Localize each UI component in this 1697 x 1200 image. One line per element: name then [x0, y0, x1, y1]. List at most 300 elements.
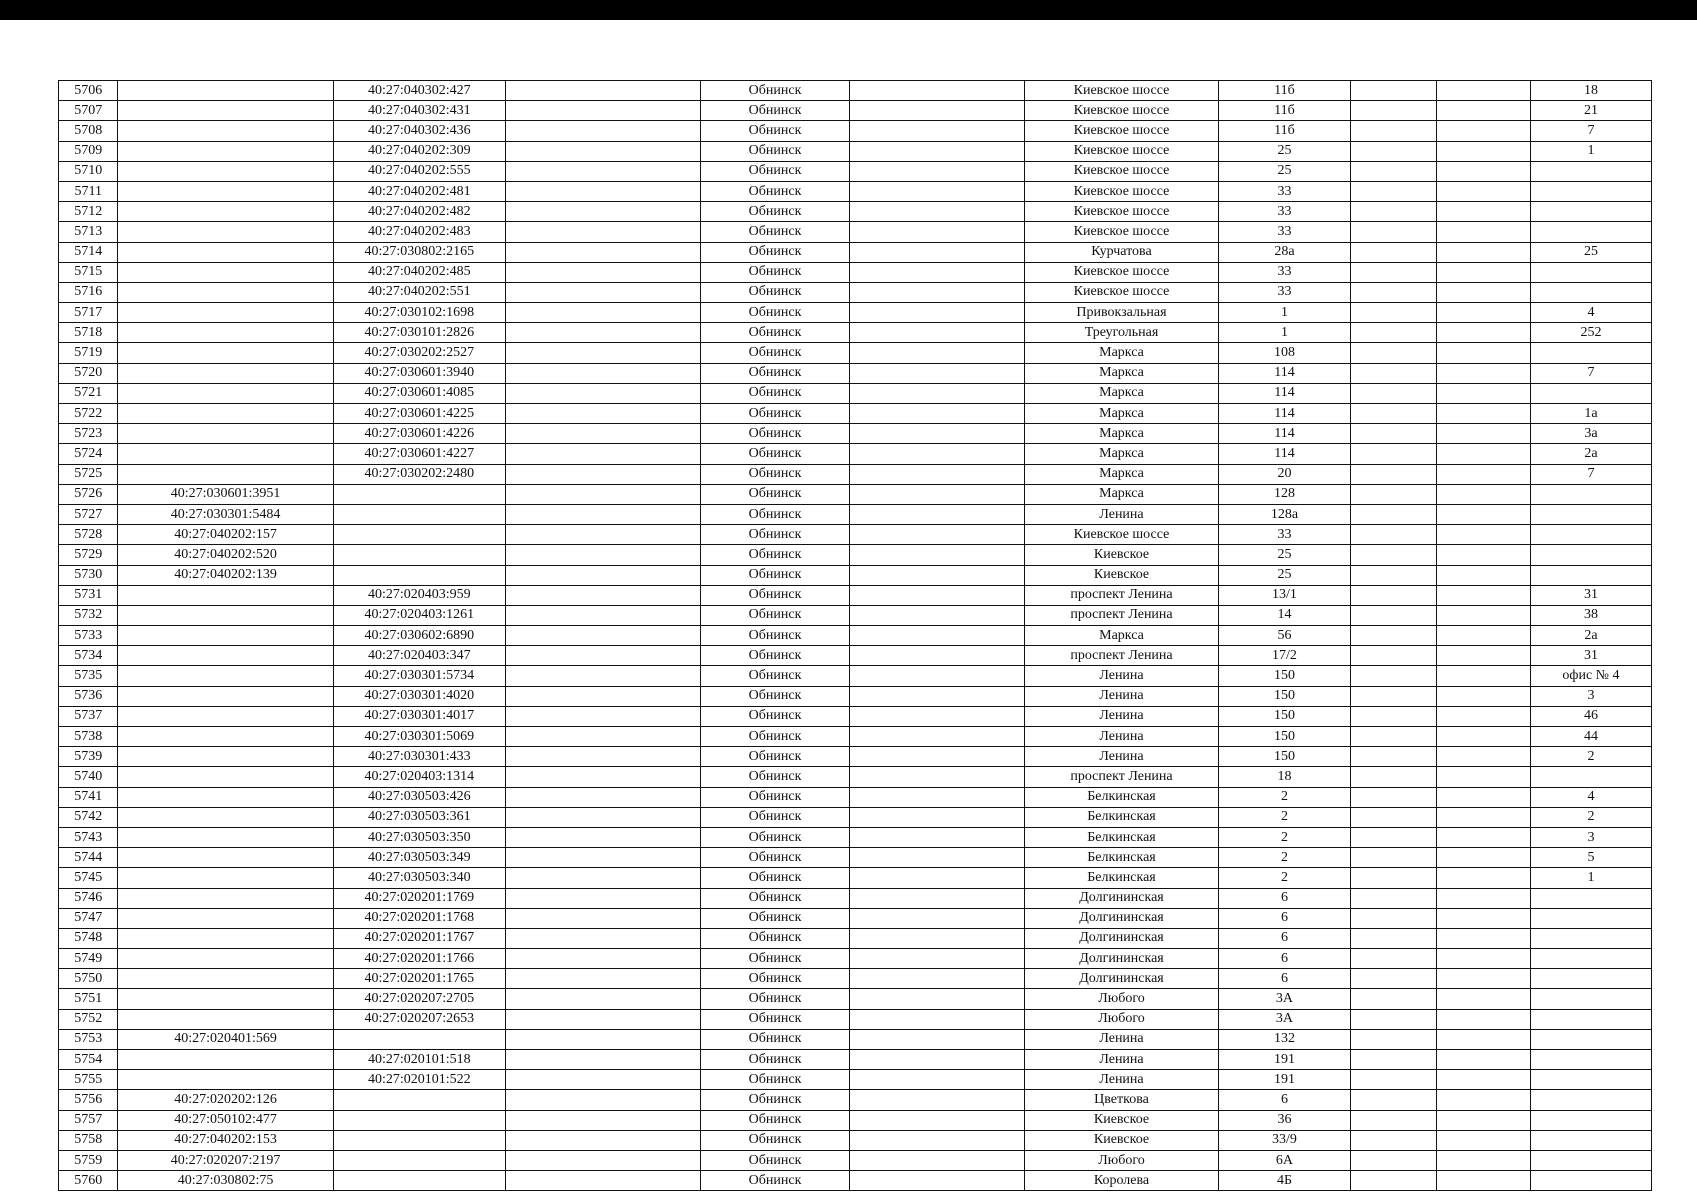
empty-cell: [1436, 101, 1530, 121]
empty-cell: [505, 787, 700, 807]
empty-cell: [850, 1050, 1024, 1070]
empty-cell: [505, 1050, 700, 1070]
empty-cell: [505, 262, 700, 282]
land-cadastral-number-cell: [118, 101, 333, 121]
building-cadastral-number-cell: [333, 484, 505, 504]
record-number-cell: 5708: [59, 121, 118, 141]
street-cell: Киевское шоссе: [1024, 282, 1219, 302]
street-cell: Белкинская: [1024, 807, 1219, 827]
street-cell: Цветкова: [1024, 1090, 1219, 1110]
empty-cell: [1436, 686, 1530, 706]
house-number-cell: 150: [1219, 747, 1350, 767]
land-cadastral-number-cell: [118, 727, 333, 747]
city-cell: Обнинск: [700, 646, 850, 666]
city-cell: Обнинск: [700, 303, 850, 323]
apartment-cell: 46: [1530, 706, 1651, 726]
empty-cell: [850, 868, 1024, 888]
record-number-cell: 5744: [59, 848, 118, 868]
table-row: [59, 323, 1652, 343]
apartment-cell: [1530, 202, 1651, 222]
building-cadastral-number-cell: 40:27:040302:436: [333, 121, 505, 141]
house-number-cell: 3А: [1219, 989, 1350, 1009]
table-row: [59, 646, 1652, 666]
city-cell: Обнинск: [700, 404, 850, 424]
building-cadastral-number-cell: 40:27:020403:347: [333, 646, 505, 666]
empty-cell: [1436, 868, 1530, 888]
building-cadastral-number-cell: [333, 504, 505, 524]
building-cadastral-number-cell: 40:27:030301:5069: [333, 727, 505, 747]
empty-cell: [505, 303, 700, 323]
table-row: [59, 161, 1652, 181]
street-cell: Курчатова: [1024, 242, 1219, 262]
empty-cell: [1350, 1029, 1436, 1049]
empty-cell: [1436, 282, 1530, 302]
apartment-cell: 44: [1530, 727, 1651, 747]
building-cadastral-number-cell: 40:27:030503:340: [333, 868, 505, 888]
building-cadastral-number-cell: [333, 545, 505, 565]
empty-cell: [1436, 525, 1530, 545]
table-row: [59, 1110, 1652, 1130]
empty-cell: [1350, 161, 1436, 181]
house-number-cell: 13/1: [1219, 585, 1350, 605]
street-cell: Долгининская: [1024, 969, 1219, 989]
empty-cell: [850, 1110, 1024, 1130]
table-row: [59, 424, 1652, 444]
empty-cell: [850, 262, 1024, 282]
empty-cell: [850, 908, 1024, 928]
empty-cell: [1436, 969, 1530, 989]
building-cadastral-number-cell: 40:27:020101:518: [333, 1050, 505, 1070]
empty-cell: [850, 525, 1024, 545]
record-number-cell: 5755: [59, 1070, 118, 1090]
land-cadastral-number-cell: [118, 181, 333, 201]
empty-cell: [1350, 747, 1436, 767]
apartment-cell: 2а: [1530, 444, 1651, 464]
street-cell: проспект Ленина: [1024, 585, 1219, 605]
empty-cell: [850, 666, 1024, 686]
building-cadastral-number-cell: [333, 525, 505, 545]
record-number-cell: 5748: [59, 928, 118, 948]
record-number-cell: 5745: [59, 868, 118, 888]
street-cell: Ленина: [1024, 1070, 1219, 1090]
city-cell: Обнинск: [700, 949, 850, 969]
empty-cell: [1436, 1029, 1530, 1049]
land-cadastral-number-cell: 40:27:020202:126: [118, 1090, 333, 1110]
empty-cell: [505, 868, 700, 888]
empty-cell: [1350, 666, 1436, 686]
empty-cell: [1436, 121, 1530, 141]
record-number-cell: 5735: [59, 666, 118, 686]
empty-cell: [1350, 121, 1436, 141]
house-number-cell: 6: [1219, 1090, 1350, 1110]
empty-cell: [505, 727, 700, 747]
apartment-cell: [1530, 545, 1651, 565]
land-cadastral-number-cell: [118, 262, 333, 282]
table-row: [59, 1090, 1652, 1110]
land-cadastral-number-cell: 40:27:040202:139: [118, 565, 333, 585]
apartment-cell: [1530, 181, 1651, 201]
record-number-cell: 5709: [59, 141, 118, 161]
land-cadastral-number-cell: [118, 848, 333, 868]
land-cadastral-number-cell: 40:27:030301:5484: [118, 504, 333, 524]
land-cadastral-number-cell: 40:27:030802:75: [118, 1171, 333, 1191]
empty-cell: [505, 827, 700, 847]
city-cell: Обнинск: [700, 868, 850, 888]
empty-cell: [505, 1171, 700, 1191]
empty-cell: [505, 646, 700, 666]
land-cadastral-number-cell: [118, 1070, 333, 1090]
record-number-cell: 5733: [59, 626, 118, 646]
street-cell: Киевское: [1024, 1130, 1219, 1150]
empty-cell: [850, 1070, 1024, 1090]
empty-cell: [1436, 807, 1530, 827]
empty-cell: [850, 282, 1024, 302]
table-row: [59, 807, 1652, 827]
empty-cell: [1350, 928, 1436, 948]
empty-cell: [1350, 605, 1436, 625]
empty-cell: [1350, 323, 1436, 343]
land-cadastral-number-cell: [118, 343, 333, 363]
empty-cell: [505, 424, 700, 444]
empty-cell: [1436, 404, 1530, 424]
city-cell: Обнинск: [700, 928, 850, 948]
table-row: [59, 908, 1652, 928]
empty-cell: [505, 101, 700, 121]
land-cadastral-number-cell: [118, 888, 333, 908]
table-row: [59, 504, 1652, 524]
building-cadastral-number-cell: 40:27:030101:2826: [333, 323, 505, 343]
house-number-cell: 150: [1219, 686, 1350, 706]
house-number-cell: 2: [1219, 807, 1350, 827]
empty-cell: [1436, 646, 1530, 666]
building-cadastral-number-cell: 40:27:020207:2653: [333, 1009, 505, 1029]
empty-cell: [505, 484, 700, 504]
table-row: [59, 928, 1652, 948]
empty-cell: [1436, 262, 1530, 282]
street-cell: Белкинская: [1024, 787, 1219, 807]
record-number-cell: 5754: [59, 1050, 118, 1070]
record-number-cell: 5736: [59, 686, 118, 706]
land-cadastral-number-cell: [118, 585, 333, 605]
empty-cell: [1350, 181, 1436, 201]
city-cell: Обнинск: [700, 969, 850, 989]
apartment-cell: 31: [1530, 585, 1651, 605]
city-cell: Обнинск: [700, 666, 850, 686]
table-row: [59, 888, 1652, 908]
house-number-cell: 114: [1219, 363, 1350, 383]
street-cell: Маркса: [1024, 383, 1219, 403]
street-cell: Ленина: [1024, 686, 1219, 706]
empty-cell: [850, 888, 1024, 908]
empty-cell: [1350, 484, 1436, 504]
apartment-cell: [1530, 1110, 1651, 1130]
empty-cell: [505, 444, 700, 464]
empty-cell: [1350, 444, 1436, 464]
city-cell: Обнинск: [700, 282, 850, 302]
street-cell: Ленина: [1024, 706, 1219, 726]
empty-cell: [1436, 848, 1530, 868]
street-cell: Треугольная: [1024, 323, 1219, 343]
empty-cell: [850, 949, 1024, 969]
record-number-cell: 5759: [59, 1150, 118, 1170]
city-cell: Обнинск: [700, 121, 850, 141]
city-cell: Обнинск: [700, 1130, 850, 1150]
empty-cell: [1350, 363, 1436, 383]
empty-cell: [505, 585, 700, 605]
house-number-cell: 36: [1219, 1110, 1350, 1130]
empty-cell: [1350, 767, 1436, 787]
apartment-cell: [1530, 989, 1651, 1009]
record-number-cell: 5725: [59, 464, 118, 484]
empty-cell: [1350, 101, 1436, 121]
table-row: [59, 282, 1652, 302]
table-row: [59, 1009, 1652, 1029]
empty-cell: [505, 605, 700, 625]
table-row: [59, 181, 1652, 201]
record-number-cell: 5753: [59, 1029, 118, 1049]
empty-cell: [1350, 807, 1436, 827]
apartment-cell: [1530, 282, 1651, 302]
city-cell: Обнинск: [700, 383, 850, 403]
city-cell: Обнинск: [700, 504, 850, 524]
house-number-cell: 114: [1219, 424, 1350, 444]
record-number-cell: 5716: [59, 282, 118, 302]
empty-cell: [505, 1009, 700, 1029]
street-cell: Любого: [1024, 1009, 1219, 1029]
table-row: [59, 605, 1652, 625]
empty-cell: [850, 424, 1024, 444]
apartment-cell: [1530, 1070, 1651, 1090]
record-number-cell: 5706: [59, 81, 118, 101]
empty-cell: [1436, 343, 1530, 363]
empty-cell: [1350, 141, 1436, 161]
land-cadastral-number-cell: [118, 868, 333, 888]
apartment-cell: 38: [1530, 605, 1651, 625]
empty-cell: [850, 787, 1024, 807]
empty-cell: [505, 363, 700, 383]
apartment-cell: [1530, 484, 1651, 504]
house-number-cell: 17/2: [1219, 646, 1350, 666]
document-page: [58, 80, 1652, 1191]
empty-cell: [850, 81, 1024, 101]
empty-cell: [505, 121, 700, 141]
empty-cell: [505, 807, 700, 827]
record-number-cell: 5750: [59, 969, 118, 989]
record-number-cell: 5726: [59, 484, 118, 504]
building-cadastral-number-cell: 40:27:030202:2527: [333, 343, 505, 363]
record-number-cell: 5712: [59, 202, 118, 222]
house-number-cell: 150: [1219, 706, 1350, 726]
city-cell: Обнинск: [700, 908, 850, 928]
street-cell: проспект Ленина: [1024, 646, 1219, 666]
land-cadastral-number-cell: [118, 161, 333, 181]
empty-cell: [1350, 949, 1436, 969]
apartment-cell: 2: [1530, 807, 1651, 827]
record-number-cell: 5739: [59, 747, 118, 767]
empty-cell: [1436, 1090, 1530, 1110]
empty-cell: [1436, 303, 1530, 323]
city-cell: Обнинск: [700, 1090, 850, 1110]
empty-cell: [1350, 989, 1436, 1009]
house-number-cell: 6: [1219, 949, 1350, 969]
apartment-cell: [1530, 949, 1651, 969]
empty-cell: [1436, 747, 1530, 767]
land-cadastral-number-cell: [118, 282, 333, 302]
house-number-cell: 150: [1219, 727, 1350, 747]
city-cell: Обнинск: [700, 989, 850, 1009]
record-number-cell: 5758: [59, 1130, 118, 1150]
empty-cell: [1350, 848, 1436, 868]
apartment-cell: [1530, 1130, 1651, 1150]
land-cadastral-number-cell: [118, 141, 333, 161]
table-row: [59, 626, 1652, 646]
land-cadastral-number-cell: [118, 303, 333, 323]
empty-cell: [505, 767, 700, 787]
record-number-cell: 5728: [59, 525, 118, 545]
house-number-cell: 25: [1219, 161, 1350, 181]
empty-cell: [1350, 383, 1436, 403]
empty-cell: [505, 383, 700, 403]
table-row: [59, 363, 1652, 383]
house-number-cell: 33: [1219, 525, 1350, 545]
empty-cell: [505, 81, 700, 101]
land-cadastral-number-cell: [118, 989, 333, 1009]
city-cell: Обнинск: [700, 888, 850, 908]
empty-cell: [850, 747, 1024, 767]
street-cell: Долгининская: [1024, 908, 1219, 928]
city-cell: Обнинск: [700, 605, 850, 625]
record-number-cell: 5751: [59, 989, 118, 1009]
empty-cell: [850, 242, 1024, 262]
land-cadastral-number-cell: [118, 1009, 333, 1029]
table-row: [59, 343, 1652, 363]
land-cadastral-number-cell: 40:27:040202:157: [118, 525, 333, 545]
land-cadastral-number-cell: [118, 424, 333, 444]
empty-cell: [1436, 666, 1530, 686]
building-cadastral-number-cell: 40:27:040202:309: [333, 141, 505, 161]
land-cadastral-number-cell: 40:27:040202:520: [118, 545, 333, 565]
city-cell: Обнинск: [700, 1070, 850, 1090]
building-cadastral-number-cell: 40:27:030601:4227: [333, 444, 505, 464]
apartment-cell: [1530, 504, 1651, 524]
empty-cell: [505, 202, 700, 222]
building-cadastral-number-cell: 40:27:020201:1767: [333, 928, 505, 948]
record-number-cell: 5752: [59, 1009, 118, 1029]
city-cell: Обнинск: [700, 706, 850, 726]
table-row: [59, 222, 1652, 242]
house-number-cell: 33: [1219, 222, 1350, 242]
empty-cell: [505, 747, 700, 767]
building-cadastral-number-cell: [333, 1029, 505, 1049]
house-number-cell: 2: [1219, 868, 1350, 888]
empty-cell: [850, 646, 1024, 666]
empty-cell: [1436, 767, 1530, 787]
land-cadastral-number-cell: [118, 464, 333, 484]
empty-cell: [850, 1171, 1024, 1191]
table-row: [59, 81, 1652, 101]
empty-cell: [1350, 686, 1436, 706]
empty-cell: [850, 1090, 1024, 1110]
apartment-cell: 1: [1530, 868, 1651, 888]
empty-cell: [505, 1029, 700, 1049]
record-number-cell: 5747: [59, 908, 118, 928]
house-number-cell: 1: [1219, 323, 1350, 343]
city-cell: Обнинск: [700, 464, 850, 484]
building-cadastral-number-cell: 40:27:030503:361: [333, 807, 505, 827]
empty-cell: [1436, 323, 1530, 343]
empty-cell: [505, 565, 700, 585]
street-cell: Королева: [1024, 1171, 1219, 1191]
house-number-cell: 33: [1219, 202, 1350, 222]
apartment-cell: [1530, 222, 1651, 242]
empty-cell: [850, 848, 1024, 868]
empty-cell: [1350, 343, 1436, 363]
street-cell: Маркса: [1024, 363, 1219, 383]
record-number-cell: 5756: [59, 1090, 118, 1110]
building-cadastral-number-cell: 40:27:020201:1766: [333, 949, 505, 969]
empty-cell: [1436, 989, 1530, 1009]
apartment-cell: [1530, 383, 1651, 403]
record-number-cell: 5740: [59, 767, 118, 787]
table-row: [59, 989, 1652, 1009]
apartment-cell: [1530, 525, 1651, 545]
apartment-cell: 21: [1530, 101, 1651, 121]
apartment-cell: [1530, 969, 1651, 989]
table-row: [59, 1150, 1652, 1170]
empty-cell: [1350, 868, 1436, 888]
street-cell: Киевское шоссе: [1024, 202, 1219, 222]
apartment-cell: [1530, 1050, 1651, 1070]
record-number-cell: 5711: [59, 181, 118, 201]
record-number-cell: 5746: [59, 888, 118, 908]
record-number-cell: 5717: [59, 303, 118, 323]
empty-cell: [505, 181, 700, 201]
apartment-cell: [1530, 262, 1651, 282]
apartment-cell: [1530, 908, 1651, 928]
empty-cell: [505, 686, 700, 706]
empty-cell: [1350, 1130, 1436, 1150]
street-cell: Киевское шоссе: [1024, 161, 1219, 181]
building-cadastral-number-cell: 40:27:020403:959: [333, 585, 505, 605]
city-cell: Обнинск: [700, 424, 850, 444]
house-number-cell: 4Б: [1219, 1171, 1350, 1191]
city-cell: Обнинск: [700, 827, 850, 847]
building-cadastral-number-cell: 40:27:030301:433: [333, 747, 505, 767]
land-cadastral-number-cell: [118, 81, 333, 101]
empty-cell: [850, 504, 1024, 524]
record-number-cell: 5727: [59, 504, 118, 524]
house-number-cell: 3А: [1219, 1009, 1350, 1029]
empty-cell: [850, 545, 1024, 565]
empty-cell: [1350, 222, 1436, 242]
apartment-cell: 25: [1530, 242, 1651, 262]
empty-cell: [850, 101, 1024, 121]
empty-cell: [1436, 363, 1530, 383]
empty-cell: [505, 222, 700, 242]
empty-cell: [850, 626, 1024, 646]
record-number-cell: 5715: [59, 262, 118, 282]
table-row: [59, 242, 1652, 262]
street-cell: Киевское шоссе: [1024, 222, 1219, 242]
building-cadastral-number-cell: 40:27:040202:485: [333, 262, 505, 282]
city-cell: Обнинск: [700, 1029, 850, 1049]
empty-cell: [1436, 1009, 1530, 1029]
building-cadastral-number-cell: 40:27:040302:427: [333, 81, 505, 101]
land-cadastral-number-cell: [118, 928, 333, 948]
empty-cell: [505, 242, 700, 262]
empty-cell: [850, 928, 1024, 948]
table-row: [59, 868, 1652, 888]
